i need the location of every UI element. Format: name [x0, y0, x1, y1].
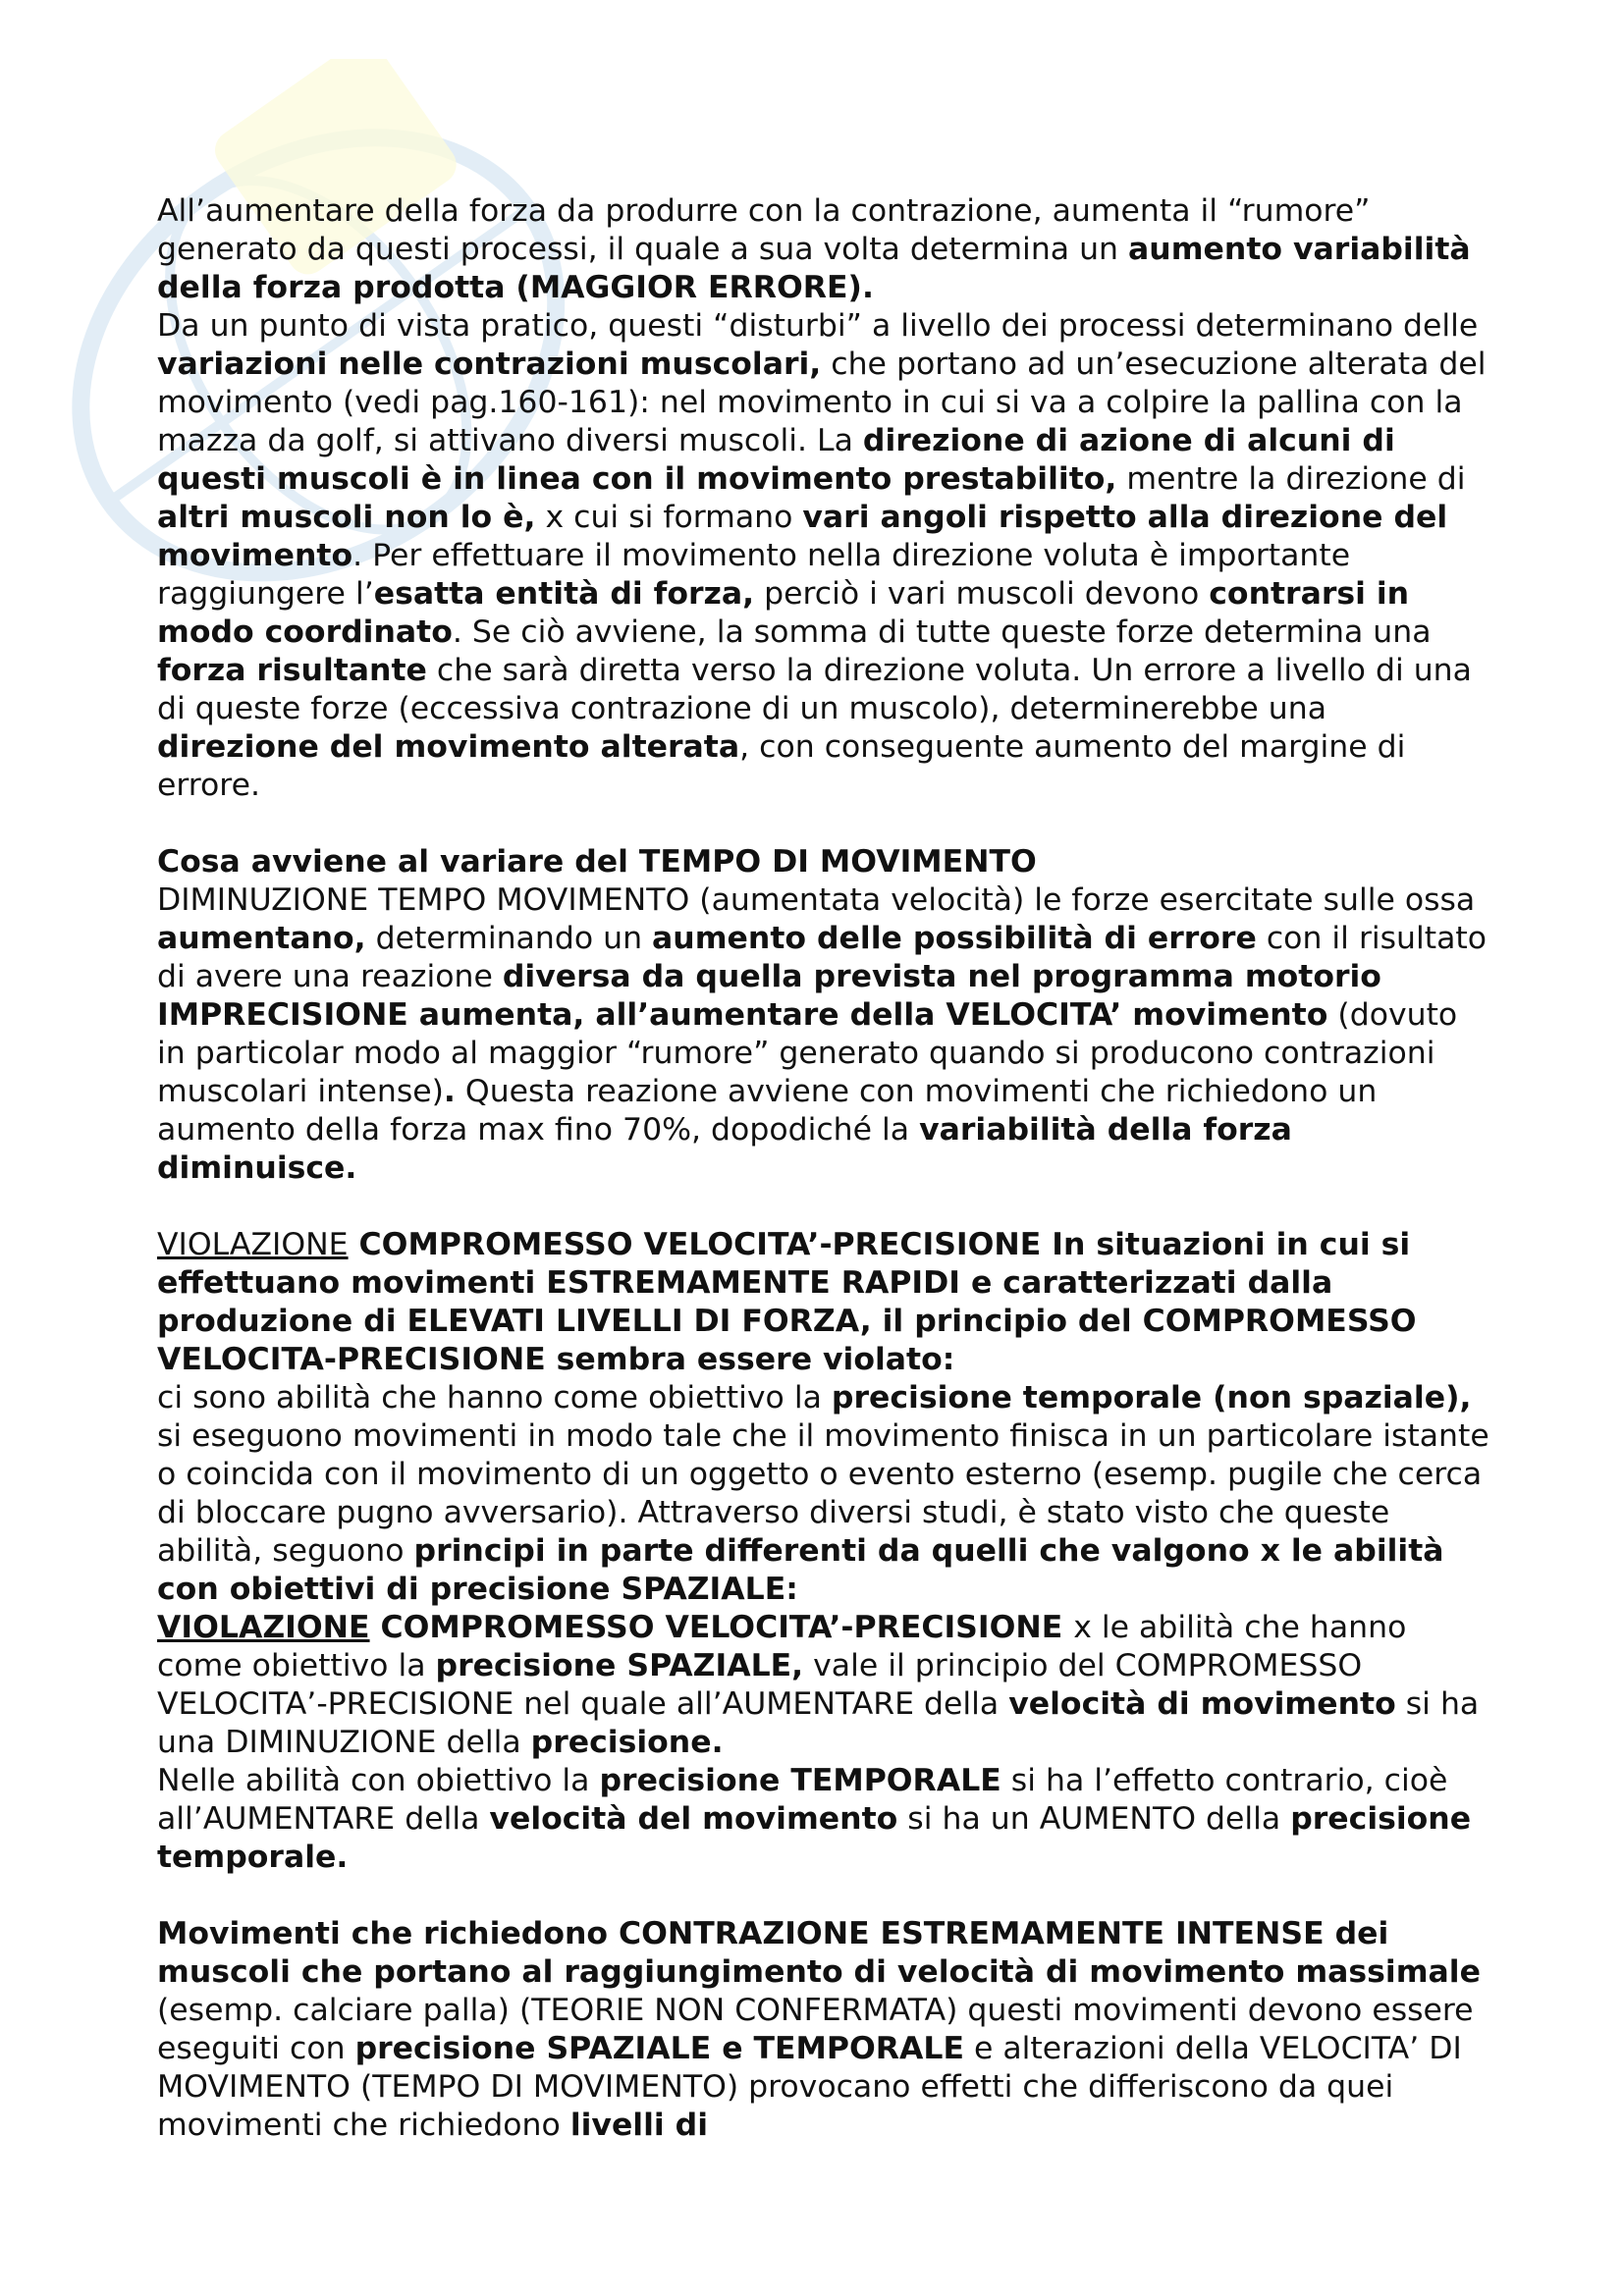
text-run: vale il principio del COMPROMESSO VELOCITA’-PRECISIONE nel quale all’AUMENTARE della	[157, 1648, 1363, 1722]
text-run: COMPROMESSO VELOCITA’-PRECISIONE	[369, 1610, 1074, 1645]
text-run: contrarsi in modo coordinato	[157, 576, 1410, 650]
spacer	[157, 805, 1492, 843]
text-run: x le abilità che hanno come obiettivo la	[157, 1610, 1407, 1683]
text-run: con il risultato di avere una reazione	[157, 921, 1488, 994]
text-run: Movimenti che richiedono CONTRAZIONE ESTREMAMENTE INTENSE dei muscoli che portano al raggiungimento di velocità di movimento massimale	[157, 1916, 1481, 1990]
text-run: DIMINUZIONE TEMPO MOVIMENTO (aumentata velocità)	[157, 882, 1035, 918]
text-run: IMPRECISIONE aumenta, all’aumentare della VELOCITA’ movimento	[157, 997, 1328, 1033]
text-run: VIOLAZIONE	[157, 1610, 370, 1645]
paragraph	[157, 192, 1492, 307]
section-heading	[157, 843, 1492, 881]
text-run: Nelle abilità con obiettivo la	[157, 1763, 600, 1798]
paragraph	[157, 881, 1492, 1188]
text-run: variazioni nelle contrazioni muscolari,	[157, 347, 822, 382]
text-run: mentre la direzione di	[1116, 461, 1466, 497]
paragraph	[157, 1226, 1492, 1379]
text-run: velocità del movimento	[489, 1801, 898, 1837]
paragraph	[157, 1915, 1492, 2145]
text-run: , con conseguente aumento del margine di errore.	[157, 729, 1406, 803]
text-run: si ha una DIMINUZIONE della	[157, 1686, 1480, 1760]
text-run: diversa da quella prevista nel programma motorio	[502, 959, 1381, 994]
text-run: Da un punto di vista pratico, questi “disturbi” a livello dei processi determinano delle	[157, 308, 1479, 344]
text-run: questi movimenti devono essere eseguiti con	[157, 1993, 1474, 2066]
text-run: precisione temporale (non spaziale),	[831, 1380, 1472, 1415]
paragraph	[157, 1609, 1492, 1762]
text-run: All’aumentare della forza da produrre con la contrazione, aumenta il “rumore” generato da questi processi, il quale a sua volta determina un	[157, 193, 1371, 267]
text-run: precisione.	[530, 1725, 724, 1760]
text-run: principi in parte differenti da quelli che valgono x le abilità con obiettivi di precisione SPAZIALE:	[157, 1533, 1444, 1607]
text-run: (esemp. calciare palla) (TEORIE NON CONFERMATA)	[157, 1993, 958, 2028]
text-run: precisione temporale.	[157, 1801, 1472, 1875]
text-run: altri muscoli non lo è,	[157, 500, 536, 535]
spacer	[157, 1188, 1492, 1226]
text-run: Cosa avviene al variare del TEMPO DI MOVIMENTO	[157, 844, 1037, 880]
text-run: precisione SPAZIALE,	[435, 1648, 804, 1683]
text-run: . Se ciò avviene, la somma di tutte queste forze determina una	[452, 614, 1432, 650]
document-body	[157, 192, 1492, 2145]
text-run: si ha un AUMENTO della	[897, 1801, 1291, 1837]
text-run: si eseguono movimenti in modo tale che il movimento finisca in un particolare istante o coincida con il movimento di un oggetto o evento esterno (esemp. pugile che cerca di bloccare pugno avversario). Attraverso diversi studi, è stato visto che queste abilità, seguono	[157, 1418, 1489, 1569]
text-run: variabilità della forza diminuisce.	[157, 1112, 1292, 1186]
text-run: ci sono abilità che hanno come obiettivo la	[157, 1380, 832, 1415]
text-run: .	[443, 1074, 456, 1109]
text-run: che sarà diretta verso la direzione voluta. Un errore a livello di una di queste forze (eccessiva contrazione di un muscolo), determinerebbe una	[157, 653, 1472, 726]
text-run: Questa reazione avviene con movimenti che richiedono un aumento della forza max fino 70%, dopodiché la	[157, 1074, 1378, 1148]
text-run: COMPROMESSO VELOCITA’-PRECISIONE	[348, 1227, 1053, 1262]
paragraph	[157, 1762, 1492, 1877]
paragraph	[157, 307, 1492, 805]
text-run: direzione di azione di alcuni di questi muscoli è in linea con il movimento prestabilito,	[157, 423, 1395, 497]
text-run: aumentano,	[157, 921, 366, 956]
text-run: forza risultante	[157, 653, 427, 688]
text-run: precisione TEMPORALE	[599, 1763, 1001, 1798]
text-run: perciò i vari muscoli devono	[754, 576, 1210, 612]
text-run: (dovuto in particolar modo al maggior “rumore” generato quando si producono contrazioni muscolari intense)	[157, 997, 1458, 1109]
text-run: si ha l’effetto contrario, cioè all’AUMENTARE della	[157, 1763, 1448, 1837]
text-run: esatta entità di forza,	[373, 576, 755, 612]
paragraph	[157, 1379, 1492, 1609]
text-run: . Per effettuare il movimento nella direzione voluta è importante raggiungere l’	[157, 538, 1351, 612]
text-run: precisione SPAZIALE e TEMPORALE	[354, 2031, 964, 2066]
text-run: aumento variabilità della forza prodotta (MAGGIOR ERRORE).	[157, 232, 1471, 305]
text-run: vari angoli rispetto alla direzione del movimento	[157, 500, 1448, 573]
text-run: direzione del movimento alterata	[157, 729, 740, 765]
text-run: velocità di movimento	[1008, 1686, 1396, 1722]
text-run: x cui si formano	[535, 500, 803, 535]
text-run: In situazioni in cui si effettuano movimenti ESTREMAMENTE RAPIDI e caratterizzati dalla produzione di ELEVATI LIVELLI DI FORZA, il principio del COMPROMESSO VELOCITA-PRECISIONE sembra essere violato:	[157, 1227, 1417, 1377]
spacer	[157, 1877, 1492, 1915]
text-run: che portano ad un’esecuzione alterata del movimento (vedi pag.160-161): nel movimento in cui si va a colpire la pallina con la mazza da golf, si attivano diversi muscoli. La	[157, 347, 1487, 458]
text-run: livelli di	[569, 2108, 709, 2143]
text-run: le forze esercitate sulle ossa	[1034, 882, 1476, 918]
text-run: VIOLAZIONE	[157, 1227, 349, 1262]
text-run: determinando un	[365, 921, 653, 956]
text-run: aumento delle possibilità di errore	[652, 921, 1257, 956]
text-run: e alterazioni della VELOCITA’ DI MOVIMENTO (TEMPO DI MOVIMENTO) provocano effetti che differiscono da quei movimenti che richiedono	[157, 2031, 1462, 2143]
